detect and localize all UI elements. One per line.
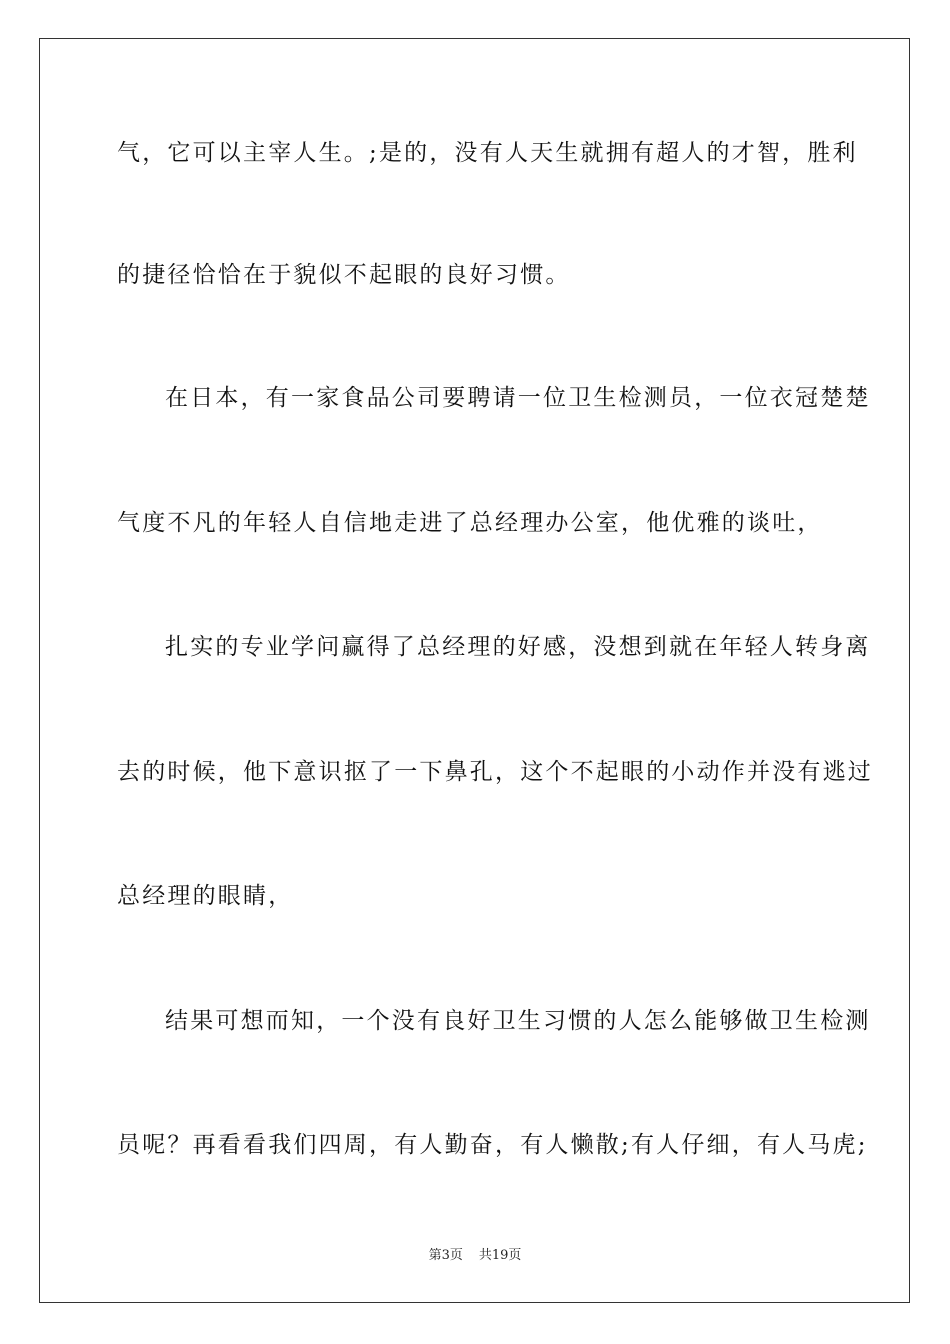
text-line-9: 员呢？再看看我们四周，有人勤奋，有人懒散;有人仔细，有人马虎;	[117, 1132, 868, 1158]
text-line-2: 的捷径恰恰在于貌似不起眼的良好习惯。	[117, 262, 571, 288]
page-number: 第3页	[428, 1248, 463, 1263]
text-line-1: 气，它可以主宰人生。;是的，没有人天生就拥有超人的才智，胜利	[117, 140, 858, 166]
page-footer	[0, 1247, 950, 1265]
paragraph-start-3: 结果可想而知，一个没有良好卫生习惯的人怎么能够做卫生检测	[165, 1008, 871, 1034]
page-total: 共19页	[478, 1248, 522, 1263]
text-line-7: 总经理的眼睛，	[117, 883, 294, 909]
page-border	[39, 38, 910, 1303]
paragraph-start-2: 扎实的专业学问赢得了总经理的好感，没想到就在年轻人转身离	[165, 634, 871, 660]
paragraph-start-1: 在日本，有一家食品公司要聘请一位卫生检测员，一位衣冠楚楚	[165, 385, 871, 411]
text-line-4: 气度不凡的年轻人自信地走进了总经理办公室，他优雅的谈吐，	[117, 510, 823, 536]
text-line-6: 去的时候，他下意识抠了一下鼻孔，这个不起眼的小动作并没有逃过	[117, 759, 873, 785]
